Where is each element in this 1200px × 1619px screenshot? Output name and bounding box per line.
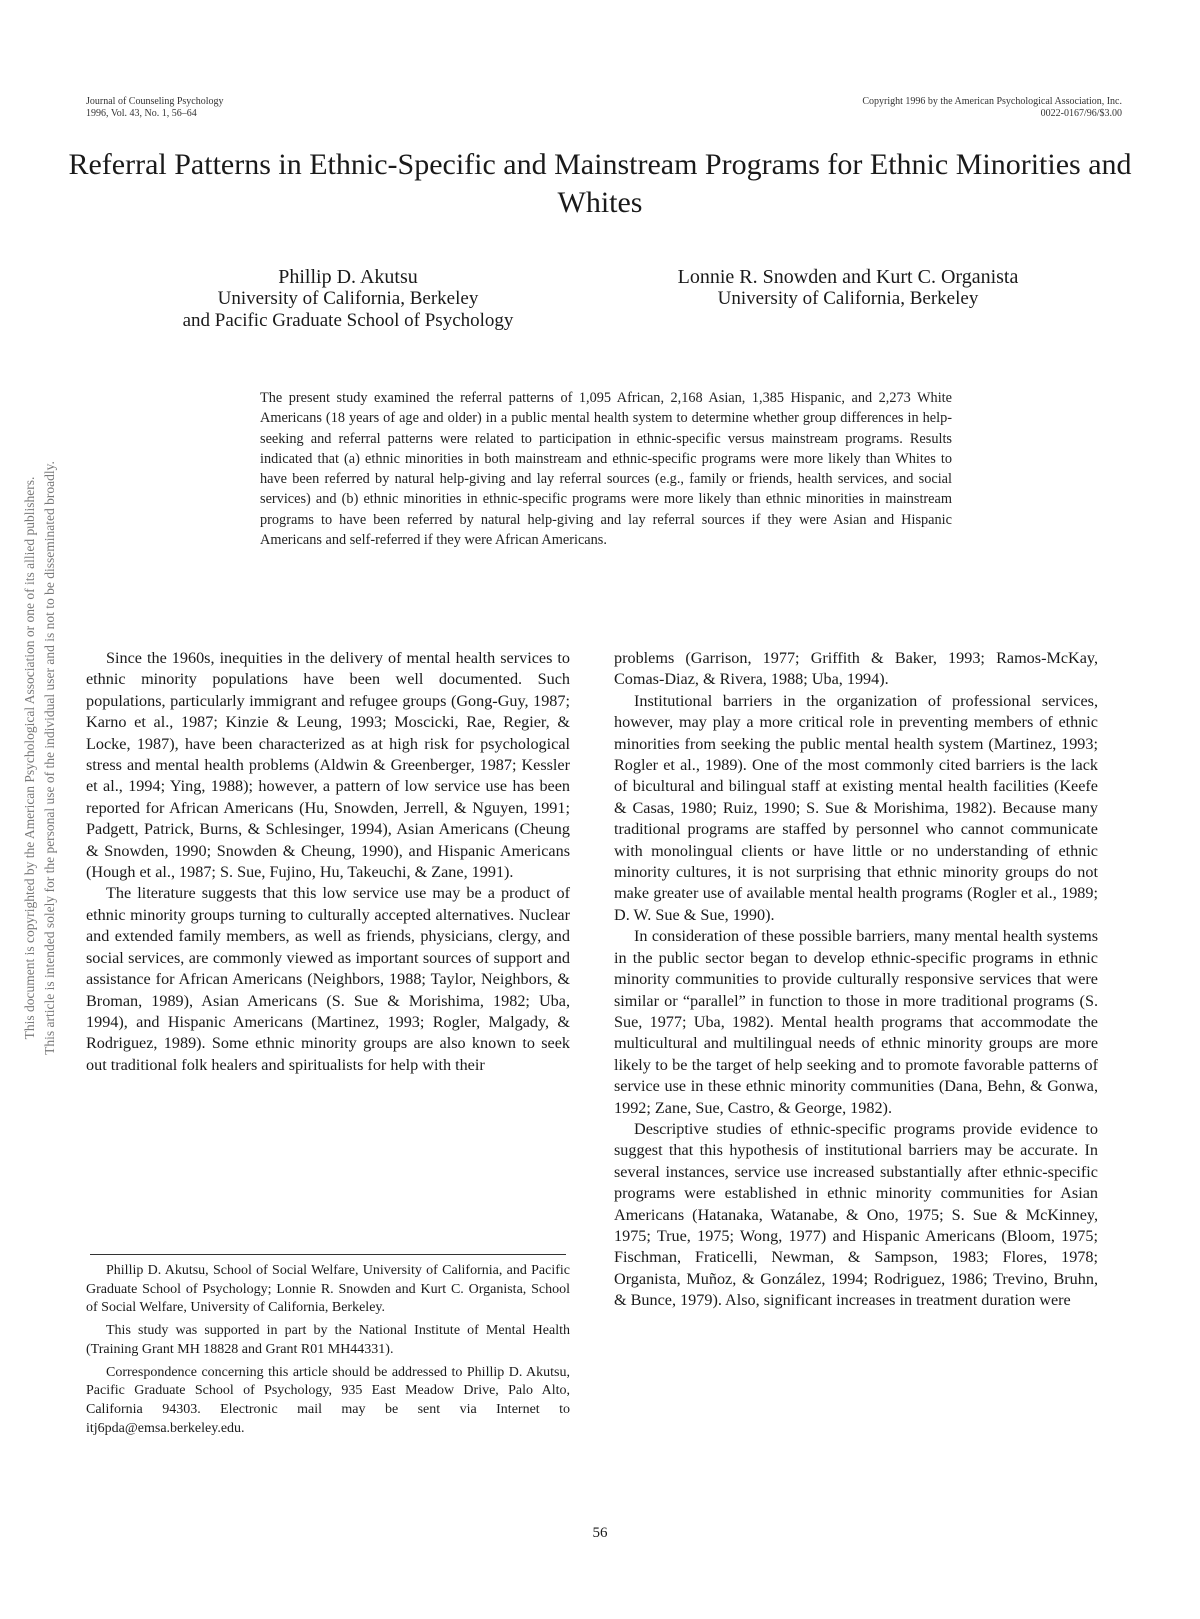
copyright-info <box>862 96 1122 120</box>
journal-info <box>86 96 224 120</box>
author-name: Lonnie R. Snowden and Kurt C. Organista <box>677 266 1019 288</box>
body-paragraph: In consideration of these possible barriers, many mental health systems in the public sector began to develop ethnic-specific programs in ethnic minority communities to provide culturally responsive services that were similar or “parallel” in function to those in more traditional programs (S. Sue, 1977; Uba, 1982). Mental health programs that accommodate the multicultural and multilingual needs of ethnic minority groups are more likely to be the target of help seeking and to promote favorable patterns of service use in these ethnic minority communities (Dana, Behn, & Gonwa, 1992; Zane, Sue, Castro, & George, 1982). <box>614 927 1098 1117</box>
author-affiliation: and Pacific Graduate School of Psychology <box>182 310 514 331</box>
footnote-divider <box>90 1254 566 1255</box>
article-title: Referral Patterns in Ethnic-Specific and Mainstream Programs for Ethnic Minorities and Whites <box>68 148 1132 219</box>
page-number: 56 <box>592 1525 608 1541</box>
body-column-left <box>86 648 570 1076</box>
body-paragraph: Since the 1960s, inequities in the delivery of mental health services to ethnic minority populations have been well documented. Such populations, particularly immigrant and refugee groups (Gong-Guy, 1987; Karno et al., 1987; Kinzie & Leung, 1993; Moscicki, Rae, Regier, & Locke, 1987), have been characterized as at high risk for psychological stress and mental health problems (Aldwin & Greenberger, 1987; Kessler et al., 1994; Ying, 1988); however, a pattern of low service use has been reported for African Americans (Hu, Snowden, Jerrell, & Nguyen, 1991; Padgett, Patrick, Burns, & Schlesinger, 1994), Asian Americans (Cheung & Snowden, 1990; Snowden & Cheung, 1990), and Hispanic Americans (Hough et al., 1987; S. Sue, Fujino, Hu, Takeuchi, & Zane, 1991). <box>86 649 570 882</box>
copyright-notice: Copyright 1996 by the American Psychological Association, Inc. <box>862 96 1122 107</box>
author-block-left <box>128 266 568 332</box>
author-name: Phillip D. Akutsu <box>278 266 418 288</box>
author-notes <box>86 1262 570 1442</box>
body-paragraph: Descriptive studies of ethnic-specific programs provide evidence to suggest that this hypothesis of institutional barriers may be accurate. In several instances, service use increased substantially after ethnic-specific programs were established in ethnic minority communities for Asian Americans (Hatanaka, Watanabe, & Ono, 1975; S. Sue & McKinney, 1975; True, 1975; Wong, 1977) and Hispanic Americans (Bloom, 1975; Fischman, Fraticelli, Newman, & Sampson, 1983; Flores, 1978; Organista, Muñoz, & González, 1994; Rodriguez, 1986; Trevino, Bruhn, & Bunce, 1979). Also, significant increases in treatment duration were <box>614 1119 1098 1310</box>
sidebar-line: This document is copyrighted by the American Psychological Association or one of its allied publishers. <box>22 476 37 1040</box>
journal-volume: 1996, Vol. 43, No. 1, 56–64 <box>86 108 197 119</box>
author-affiliation: University of California, Berkeley <box>717 288 979 309</box>
author-affiliation: University of California, Berkeley <box>217 288 479 309</box>
body-paragraph: Institutional barriers in the organization of professional services, however, may play a more critical role in preventing members of ethnic minorities from seeking the public mental health system (Martinez, 1993; Rogler et al., 1989). One of the most commonly cited barriers is the lack of bicultural and bilingual staff at existing mental health facilities (Keefe & Casas, 1980; Ruiz, 1990; S. Sue & Morishima, 1982). Because many traditional programs are staffed by personnel who cannot communicate with monolingual clients or have little or no understanding of ethnic minority cultures, it is not surprising that ethnic minority groups do not make greater use of available mental health programs (Rogler et al., 1989; D. W. Sue & Sue, 1990). <box>614 691 1098 924</box>
issn-price: 0022-0167/96/$3.00 <box>1040 108 1122 119</box>
sidebar-line: This article is intended solely for the personal use of the individual user and is not to be disseminated broadly. <box>42 461 57 1055</box>
body-paragraph: problems (Garrison, 1977; Griffith & Baker, 1993; Ramos-McKay, Comas-Diaz, & Rivera, 1988; Uba, 1994). <box>614 649 1098 689</box>
copyright-sidebar <box>20 208 76 1308</box>
abstract: The present study examined the referral patterns of 1,095 African, 2,168 Asian, 1,385 Hispanic, and 2,273 White Americans (18 years of age and older) in a public mental health system to determine whether group differences in help-seeking and referral patterns were related to participation in ethnic-specific versus mainstream programs. Results indicated that (a) ethnic minorities in both mainstream and ethnic-specific programs were more likely than Whites to have been referred by natural help-giving and lay referral sources (e.g., family or friends, health services, and social services) and (b) ethnic minorities in ethnic-specific programs were more likely than ethnic minorities in mainstream programs to have been referred by natural help-giving and lay referral sources if they were Asian and Hispanic Americans and self-referred if they were African Americans. <box>260 390 952 549</box>
footnote: Phillip D. Akutsu, School of Social Welfare, University of California, and Pacific Graduate School of Psychology; Lonnie R. Snowden and Kurt C. Organista, School of Social Welfare, University of California, Berkeley. <box>86 1263 570 1316</box>
body-column-right <box>614 648 1098 1312</box>
footnote: This study was supported in part by the National Institute of Mental Health (Training Grant MH 18828 and Grant R01 MH44331). <box>86 1323 570 1357</box>
body-paragraph: The literature suggests that this low service use may be a product of ethnic minority groups turning to culturally accepted alternatives. Nuclear and extended family members, as well as friends, physicians, clergy, and social services, are commonly viewed as important sources of support and assistance for African Americans (Neighbors, 1988; Taylor, Neighbors, & Broman, 1989), Asian Americans (S. Sue & Morishima, 1982; Uba, 1994), and Hispanic Americans (Martinez, 1993; Rogler, Malgady, & Rodriguez, 1989). Some ethnic minority groups are also known to seek out traditional folk healers and spiritualists for help with their <box>86 884 570 1074</box>
author-block-right <box>628 266 1068 310</box>
footnote: Correspondence concerning this article should be addressed to Phillip D. Akutsu, Pacific Graduate School of Psychology, 935 East Meadow Drive, Palo Alto, California 94303. Electronic mail may be sent via Internet to itj6pda@emsa.berkeley.edu. <box>86 1364 570 1436</box>
journal-name: Journal of Counseling Psychology <box>86 96 224 107</box>
